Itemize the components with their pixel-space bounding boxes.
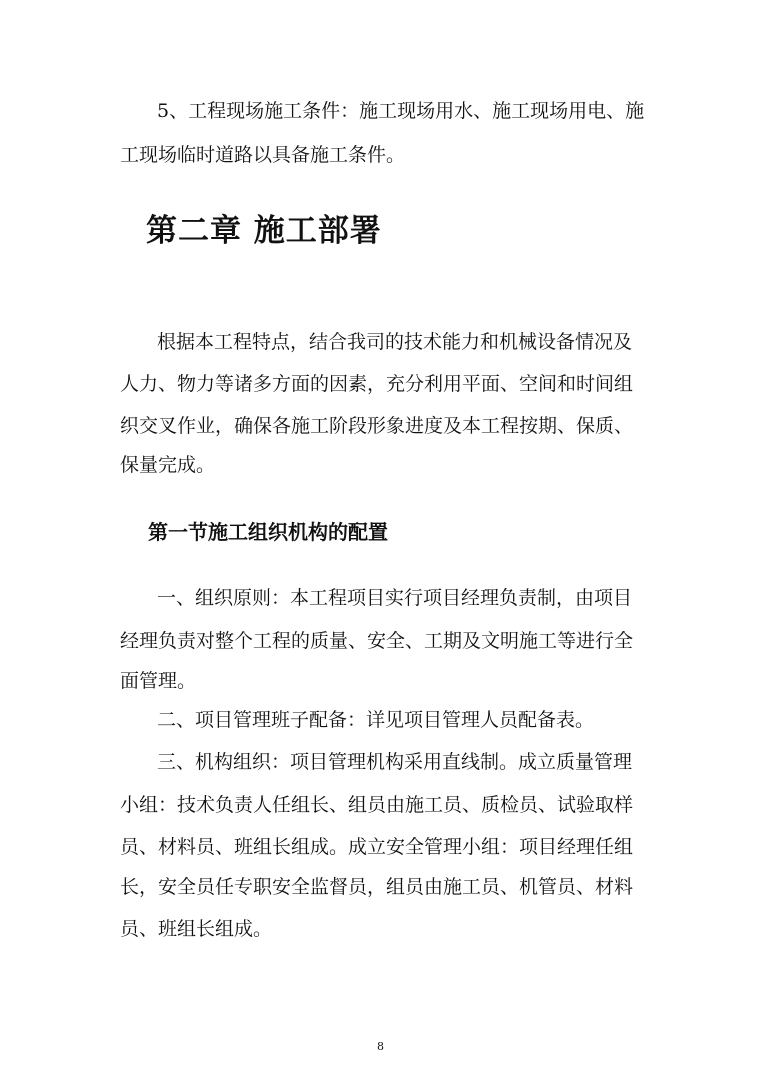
page-number: 8: [377, 1040, 384, 1053]
paragraph-line: 经理负责对整个工程的质量、安全、工期及文明施工等进行全: [120, 630, 634, 652]
chapter-title: 第二章 施工部署: [146, 213, 382, 249]
paragraph-line: 人力、物力等诸多方面的因素，充分利用平面、空间和时间组: [120, 373, 634, 395]
paragraph-line: 长，安全员任专职安全监督员，组员由施工员、机管员、材料: [120, 876, 634, 898]
paragraph-line: 员、材料员、班组长组成。成立安全管理小组：项目经理任组: [120, 836, 634, 858]
paragraph-line: 织交叉作业，确保各施工阶段形象进度及本工程按期、保质、: [120, 415, 634, 437]
section-title: 第一节施工组织机构的配置: [148, 520, 388, 544]
paragraph-line: 面管理。: [120, 670, 197, 692]
paragraph-line: 三、机构组织：项目管理机构采用直线制。成立质量管理: [157, 751, 633, 773]
paragraph-line: 员、班组长组成。: [120, 918, 273, 940]
paragraph-line: 保量完成。: [120, 454, 216, 476]
paragraph-line: 小组：技术负责人任组长、组员由施工员、质检员、试验取样: [120, 794, 634, 816]
paragraph-line: 二、项目管理班子配备：详见项目管理人员配备表。: [157, 709, 595, 731]
paragraph-line: 根据本工程特点，结合我司的技术能力和机械设备情况及: [157, 331, 633, 353]
paragraph-line: 工现场临时道路以具备施工条件。: [120, 144, 406, 166]
paragraph-line: 一、组织原则：本工程项目实行项目经理负责制，由项目: [157, 587, 633, 609]
paragraph-line: 5、工程现场施工条件：施工现场用水、施工现场用电、施: [157, 100, 645, 122]
